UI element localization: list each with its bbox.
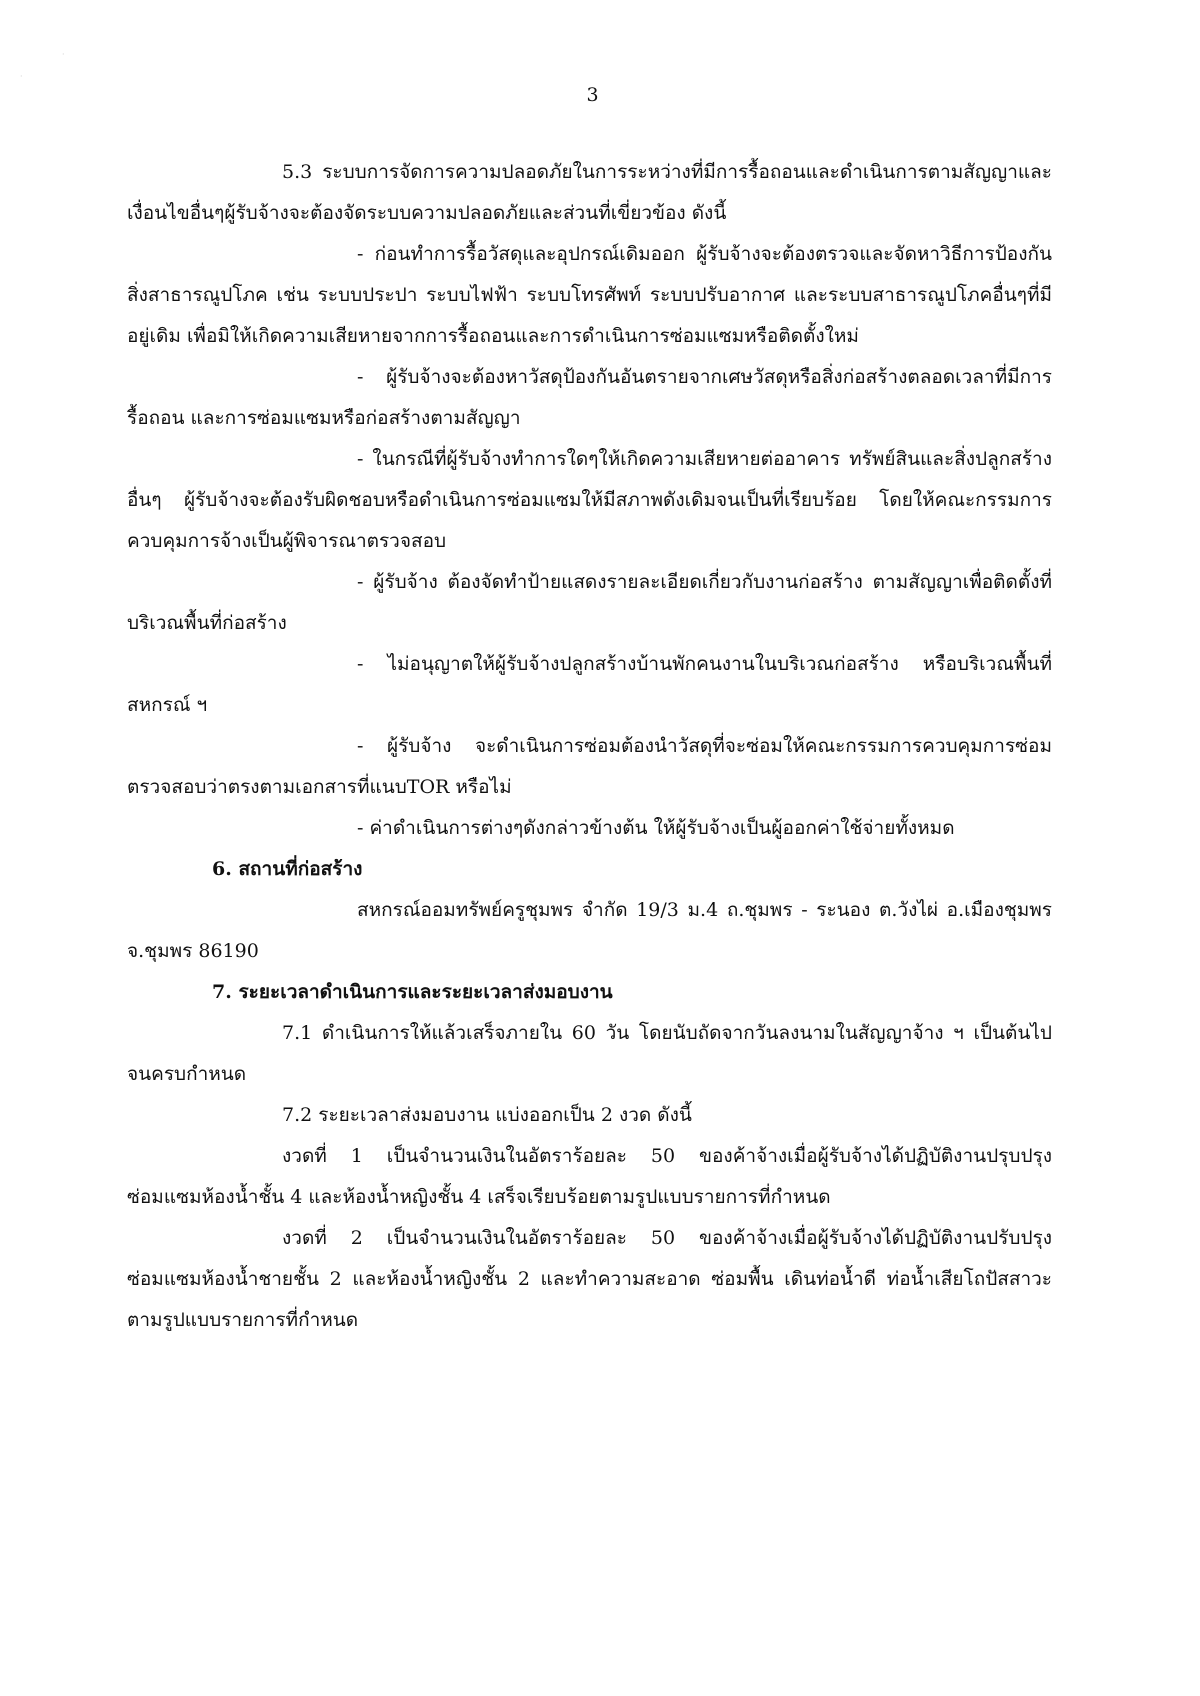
item-7-1: 7.1 ดำเนินการให้แล้วเสร็จภายใน 60 วัน โดยนับถัดจากวันลงนามในสัญญาจ้าง ฯ เป็นต้นไป จนครบกำหนด xyxy=(127,1022,1052,1085)
scan-speck: · xyxy=(20,72,23,81)
installment-1: งวดที่ 1 เป็นจำนวนเงินในอัตราร้อยละ 50 ของค้าจ้างเมื่อผู้รับจ้างได้ปฏิบัติงานปรุบปรุงซ่อมแซมห้องน้ำชั้น 4 และห้องน้ำหญิงชั้น 4 เสร็จเรียบร้อยตามรูปแบบรายการที่กำหนด xyxy=(127,1145,1052,1208)
safety-item: - ผู้รับจ้างจะต้องหาวัสดุป้องกันอันตรายจากเศษวัสดุหรือสิ่งก่อสร้างตลอดเวลาที่มีการรื้อถอน และการซ่อมแซมหรือก่อสร้างตามสัญญา xyxy=(127,366,1052,429)
document-body xyxy=(127,152,1052,1341)
scan-speck: · xyxy=(62,50,65,59)
installment-2: งวดที่ 2 เป็นจำนวนเงินในอัตราร้อยละ 50 ของค้าจ้างเมื่อผู้รับจ้างได้ปฏิบัติงานปรับปรุงซ่อมแซมห้องน้ำชายชั้น 2 และห้องน้ำหญิงชั้น 2 และทำความสะอาด ซ่อมพื้น เดินท่อน้ำดี ท่อน้ำเสียโถปัสสาวะ ตามรูปแบบรายการที่กำหนด xyxy=(127,1227,1052,1331)
page-number: 3 xyxy=(586,84,599,106)
site-address: สหกรณ์ออมทรัพย์ครูชุมพร จำกัด 19/3 ม.4 ถ.ชุมพร - ระนอง ต.วังไผ่ อ.เมืองชุมพร จ.ชุมพร 86190 xyxy=(127,899,1052,962)
section-5-3-intro: 5.3 ระบบการจัดการความปลอดภัยในการระหว่างที่มีการรื้อถอนและดำเนินการตามสัญญาและเงื่อนไขอื่นๆผู้รับจ้างจะต้องจัดระบบความปลอดภัยและส่วนที่เขี่ยวข้อง ดังนี้ xyxy=(127,161,1052,224)
safety-item: - ผู้รับจ้าง จะดำเนินการซ่อมต้องนำวัสดุที่จะซ่อมให้คณะกรรมการควบคุมการซ่อม ตรวจสอบว่าตรงตามเอกสารที่แนบTOR หรือไม่ xyxy=(127,735,1052,798)
safety-item: - ก่อนทำการรื้อวัสดุและอุปกรณ์เดิมออก ผู้รับจ้างจะต้องตรวจและจัดหาวิธีการป้องกันสิ่งสาธารณูปโภค เช่น ระบบประปา ระบบไฟฟ้า ระบบโทรศัพท์ ระบบปรับอากาศ และระบบสาธารณูปโภคอื่นๆที่มีอยู่เดิม เพื่อมิให้เกิดความเสียหายจากการรื้อถอนและการดำเนินการซ่อมแซมหรือติดตั้งใหม่ xyxy=(127,243,1052,347)
safety-item: - ในกรณีที่ผู้รับจ้างทำการใดๆให้เกิดความเสียหายต่ออาคาร ทรัพย์สินและสิ่งปลูกสร้างอื่นๆ ผู้รับจ้างจะต้องรับผิดชอบหรือดำเนินการซ่อมแซมให้มีสภาพดังเดิมจนเป็นที่เรียบร้อย โดยให้คณะกรรมการควบคุมการจ้างเป็นผู้พิจารณาตรวจสอบ xyxy=(127,448,1052,552)
safety-item: - ผู้รับจ้าง ต้องจัดทำป้ายแสดงรายละเอียดเกี่ยวกับงานก่อสร้าง ตามสัญญาเพื่อติดตั้งที่บริเวณพื้นที่ก่อสร้าง xyxy=(127,571,1052,634)
item-7-2: 7.2 ระยะเวลาส่งมอบงาน แบ่งออกเป็น 2 งวด ดังนี้ xyxy=(282,1104,692,1126)
section-6-heading: 6. สถานที่ก่อสร้าง xyxy=(212,858,363,880)
safety-item: - ไม่อนุญาตให้ผู้รับจ้างปลูกสร้างบ้านพักคนงานในบริเวณก่อสร้าง หรือบริเวณพื้นที่สหกรณ์ ฯ xyxy=(127,653,1052,716)
safety-item: - ค่าดำเนินการต่างๆดังกล่าวข้างต้น ให้ผู้รับจ้างเป็นผู้ออกค่าใช้จ่ายทั้งหมด xyxy=(357,817,955,839)
section-7-heading: 7. ระยะเวลาดำเนินการและระยะเวลาส่งมอบงาน xyxy=(212,981,613,1003)
